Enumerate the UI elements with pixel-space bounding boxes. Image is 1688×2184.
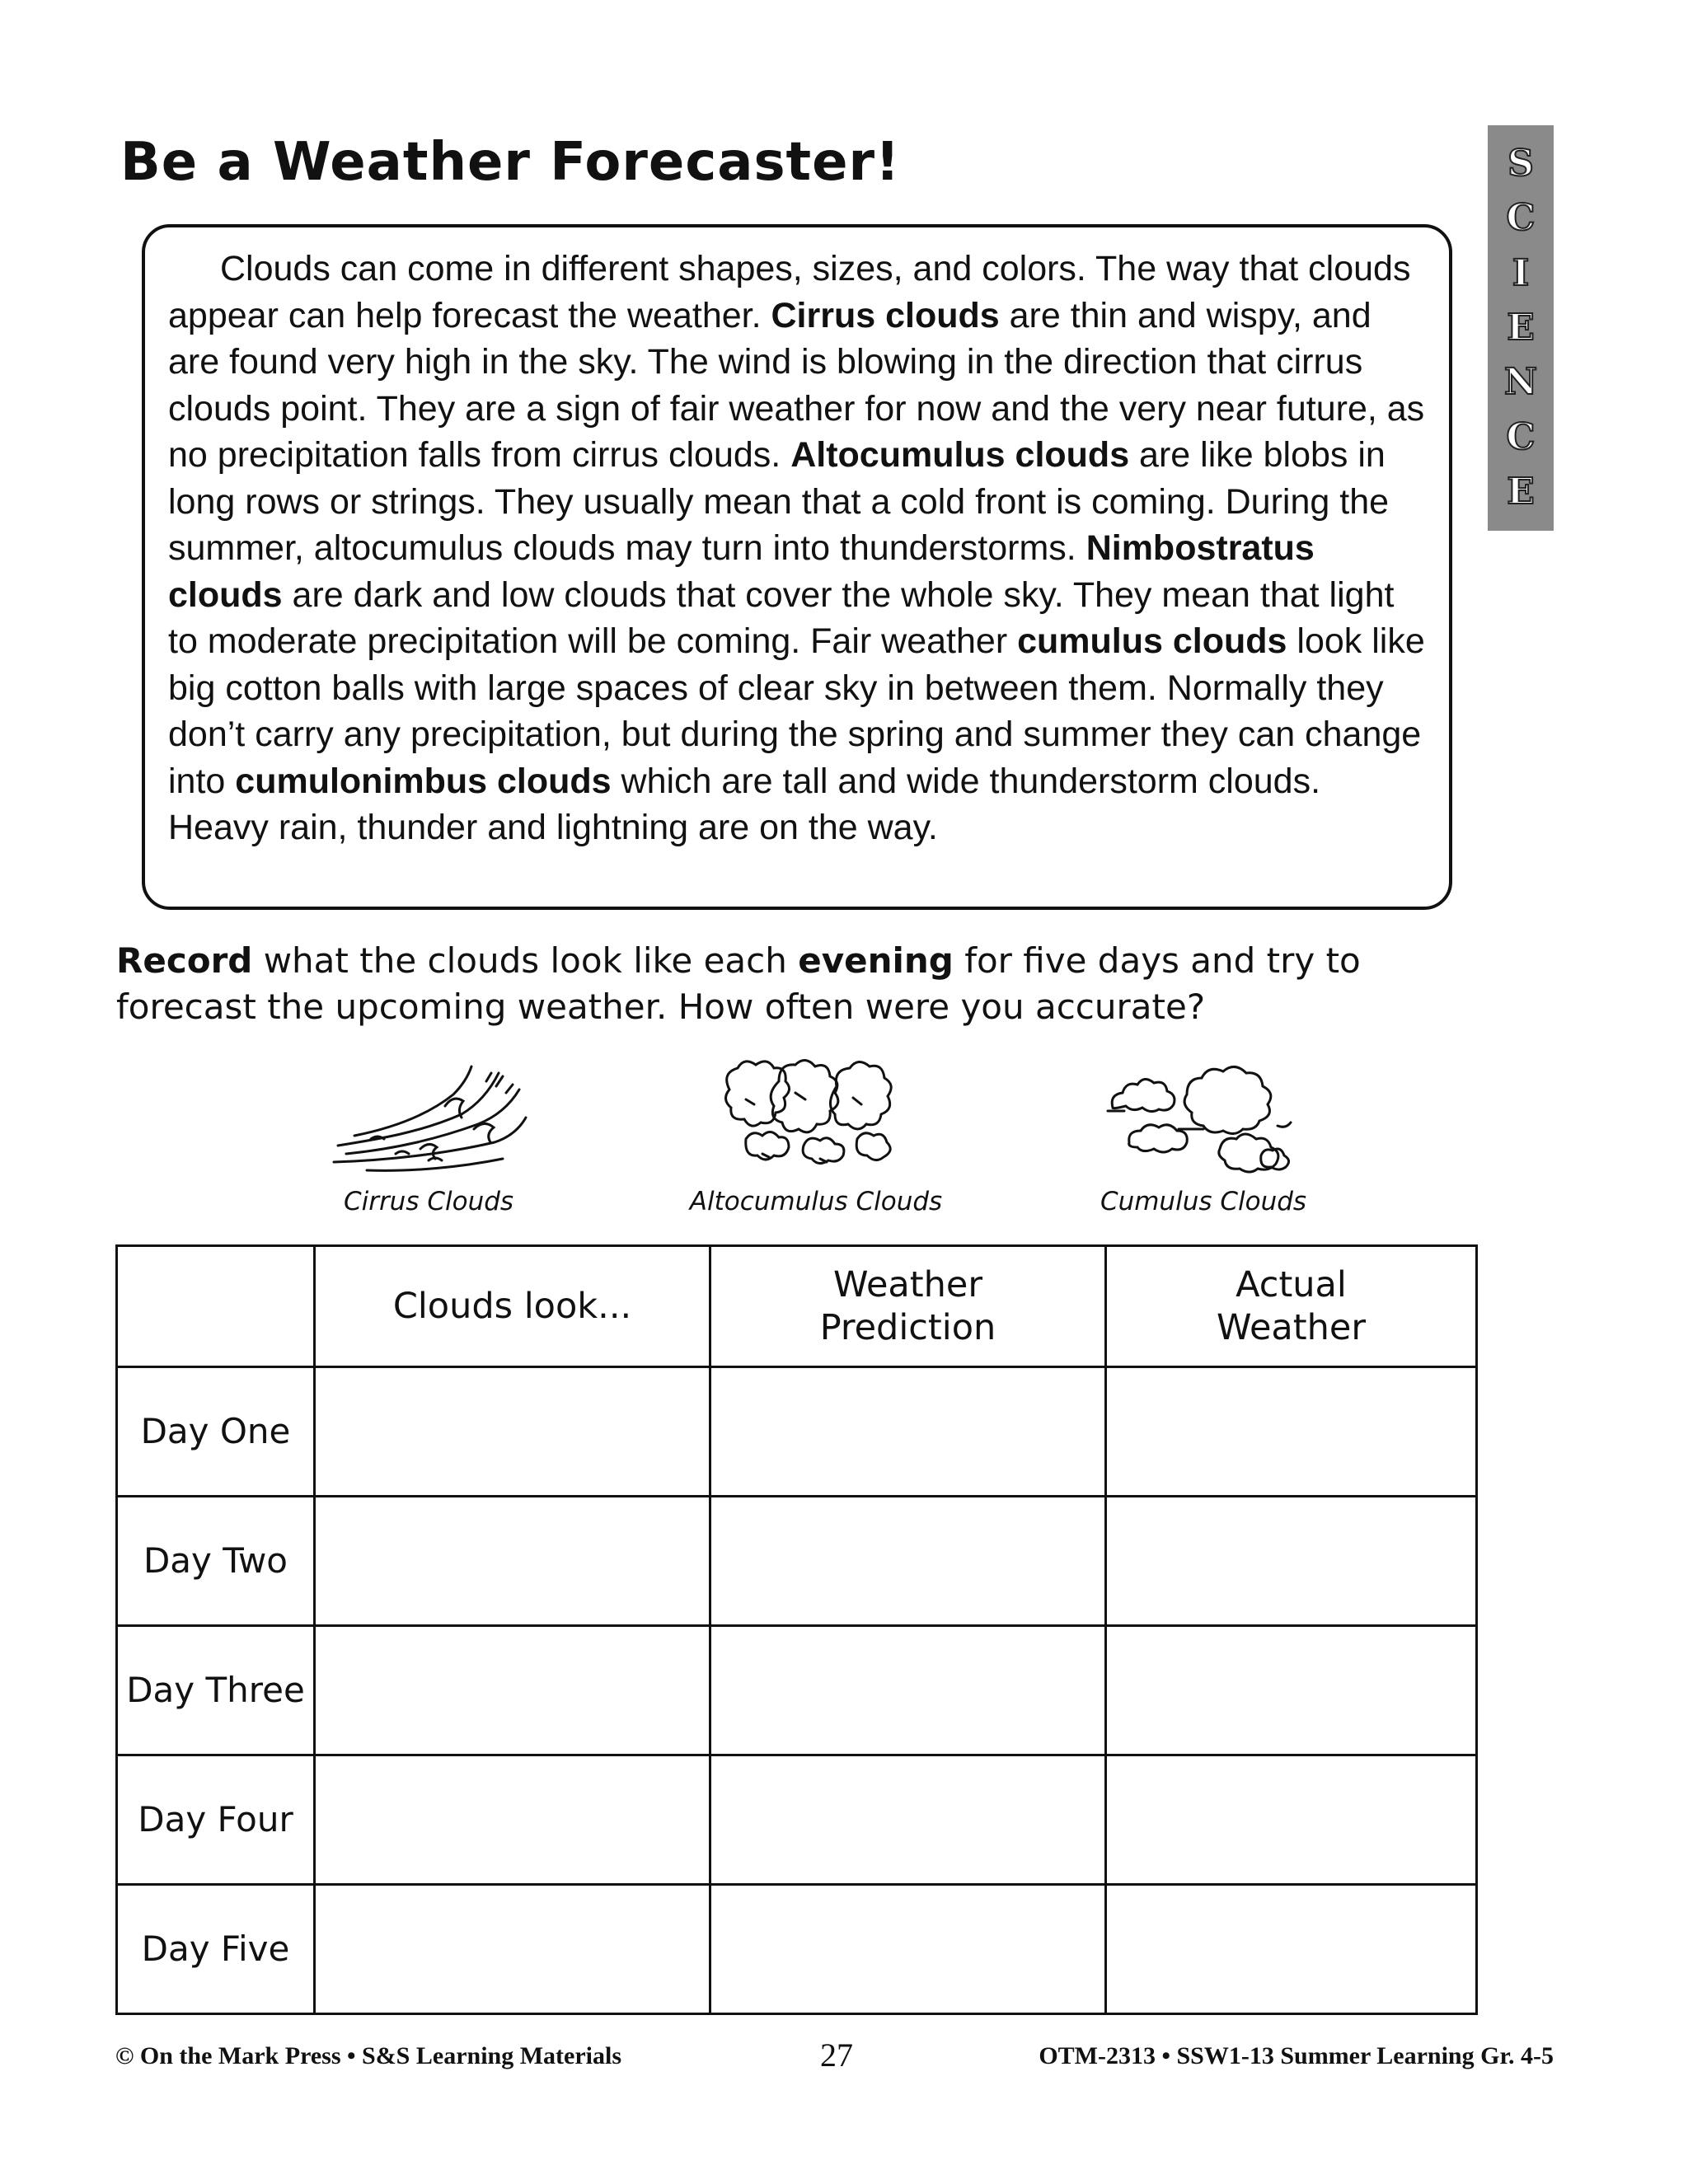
instruction-text: for five days and try to forecast the upcoming weather. How often were you accurate? bbox=[116, 940, 1361, 1027]
weather-prediction-cell[interactable] bbox=[710, 1626, 1106, 1755]
table-header-corner bbox=[117, 1246, 315, 1367]
table-header-row bbox=[117, 1246, 1477, 1367]
cumulus-cloud-icon bbox=[1096, 1057, 1311, 1180]
altocumulus-cloud-icon bbox=[713, 1057, 919, 1180]
actual-weather-cell[interactable] bbox=[1106, 1626, 1477, 1755]
side-tab-letter: S bbox=[1507, 143, 1534, 185]
instruction-keyword: Record bbox=[116, 940, 253, 981]
passage-keyword-altocumulus: Altocumulus clouds bbox=[790, 435, 1130, 475]
passage-text: Clouds can come in different shapes, sizes, and colors. The way that clouds appear can help forecast the weather. bbox=[168, 249, 1411, 335]
clouds-look-cell[interactable] bbox=[315, 1626, 710, 1755]
clouds-look-cell[interactable] bbox=[315, 1755, 710, 1885]
table-row bbox=[117, 1626, 1477, 1755]
side-tab-letter: E bbox=[1507, 470, 1535, 513]
passage-text: are dark and low clouds that cover the whole sky. They mean that light to moderate precipitation will be coming. Fair weather bbox=[168, 574, 1395, 661]
table-header-actual-weather bbox=[1106, 1246, 1477, 1367]
clouds-look-cell[interactable] bbox=[315, 1885, 710, 2014]
side-tab-letter: C bbox=[1506, 415, 1536, 458]
side-tab-letter: C bbox=[1506, 197, 1536, 240]
cirrus-cloud-icon bbox=[321, 1057, 536, 1180]
table-header-clouds-look: Clouds look... bbox=[315, 1246, 710, 1367]
weather-log-table bbox=[115, 1244, 1478, 2015]
passage-keyword-cumulonimbus: cumulonimbus clouds bbox=[235, 761, 612, 801]
side-tab-letter: N bbox=[1503, 361, 1538, 404]
cloud-caption: Altocumulus Clouds bbox=[689, 1187, 943, 1216]
table-row bbox=[117, 1755, 1477, 1885]
side-tab-letter: E bbox=[1507, 306, 1535, 349]
weather-prediction-cell[interactable] bbox=[710, 1367, 1106, 1497]
header-text: Weather Prediction bbox=[819, 1264, 996, 1348]
page-footer bbox=[115, 2036, 1554, 2075]
actual-weather-cell[interactable] bbox=[1106, 1367, 1477, 1497]
passage-text: which are tall and wide thunderstorm clouds. Heavy rain, thunder and lightning are on the way. bbox=[168, 761, 1321, 847]
day-label: Day Two bbox=[117, 1497, 315, 1626]
table-row bbox=[117, 1885, 1477, 2014]
clouds-look-cell[interactable] bbox=[315, 1367, 710, 1497]
weather-prediction-cell[interactable] bbox=[710, 1885, 1106, 2014]
table-row bbox=[117, 1367, 1477, 1497]
instruction-keyword: evening bbox=[798, 940, 954, 981]
footer-product-code: OTM-2313 • SSW1-13 Summer Learning Gr. 4-5 bbox=[1039, 2042, 1554, 2069]
cumulus-cloud-figure bbox=[1080, 1057, 1327, 1216]
day-label: Day Three bbox=[117, 1626, 315, 1755]
cloud-caption: Cirrus Clouds bbox=[343, 1187, 514, 1216]
page-number: 27 bbox=[820, 2036, 853, 2074]
clouds-look-cell[interactable] bbox=[315, 1497, 710, 1626]
actual-weather-cell[interactable] bbox=[1106, 1497, 1477, 1626]
actual-weather-cell[interactable] bbox=[1106, 1755, 1477, 1885]
page-title: Be a Weather Forecaster! bbox=[120, 132, 901, 193]
cirrus-cloud-figure bbox=[297, 1057, 560, 1216]
passage-keyword-cumulus: cumulus clouds bbox=[1017, 621, 1287, 661]
side-tab-letter: I bbox=[1512, 251, 1530, 294]
passage-text: are like blobs in long rows or strings. They usually mean that a cold front is coming. During the summer, altocumulus clouds may turn into thunderstorms. bbox=[168, 435, 1390, 568]
cloud-info-passage-box bbox=[142, 224, 1452, 910]
actual-weather-cell[interactable] bbox=[1106, 1885, 1477, 2014]
weather-prediction-cell[interactable] bbox=[710, 1755, 1106, 1885]
table-header-weather-prediction bbox=[710, 1246, 1106, 1367]
header-text: Actual Weather bbox=[1216, 1264, 1367, 1348]
activity-instructions bbox=[116, 938, 1402, 1030]
cloud-info-paragraph bbox=[168, 246, 1428, 851]
passage-text: look like big cotton balls with large spaces of clear sky in between them. Normally they don’t carry any precipitation, but during the spring and summer they can change into bbox=[168, 621, 1425, 801]
instruction-text: what the clouds look like each bbox=[252, 940, 799, 981]
day-label: Day Four bbox=[117, 1755, 315, 1885]
day-label: Day One bbox=[117, 1367, 315, 1497]
altocumulus-cloud-figure bbox=[676, 1057, 956, 1216]
table-row bbox=[117, 1497, 1477, 1626]
science-side-tab bbox=[1488, 125, 1554, 531]
weather-prediction-cell[interactable] bbox=[710, 1497, 1106, 1626]
passage-keyword-cirrus: Cirrus clouds bbox=[771, 295, 1000, 335]
cloud-caption: Cumulus Clouds bbox=[1100, 1187, 1307, 1216]
passage-text: are thin and wispy, and are found very high in the sky. The wind is blowing in the direction that cirrus clouds point. They are a sign of fair weather for now and the very near future, as no precipitation falls from cirrus clouds. bbox=[168, 295, 1425, 475]
passage-keyword-nimbostratus: Nimbostratus clouds bbox=[168, 528, 1315, 615]
footer-copyright: © On the Mark Press • S&S Learning Materials bbox=[115, 2042, 621, 2069]
day-label: Day Five bbox=[117, 1885, 315, 2014]
